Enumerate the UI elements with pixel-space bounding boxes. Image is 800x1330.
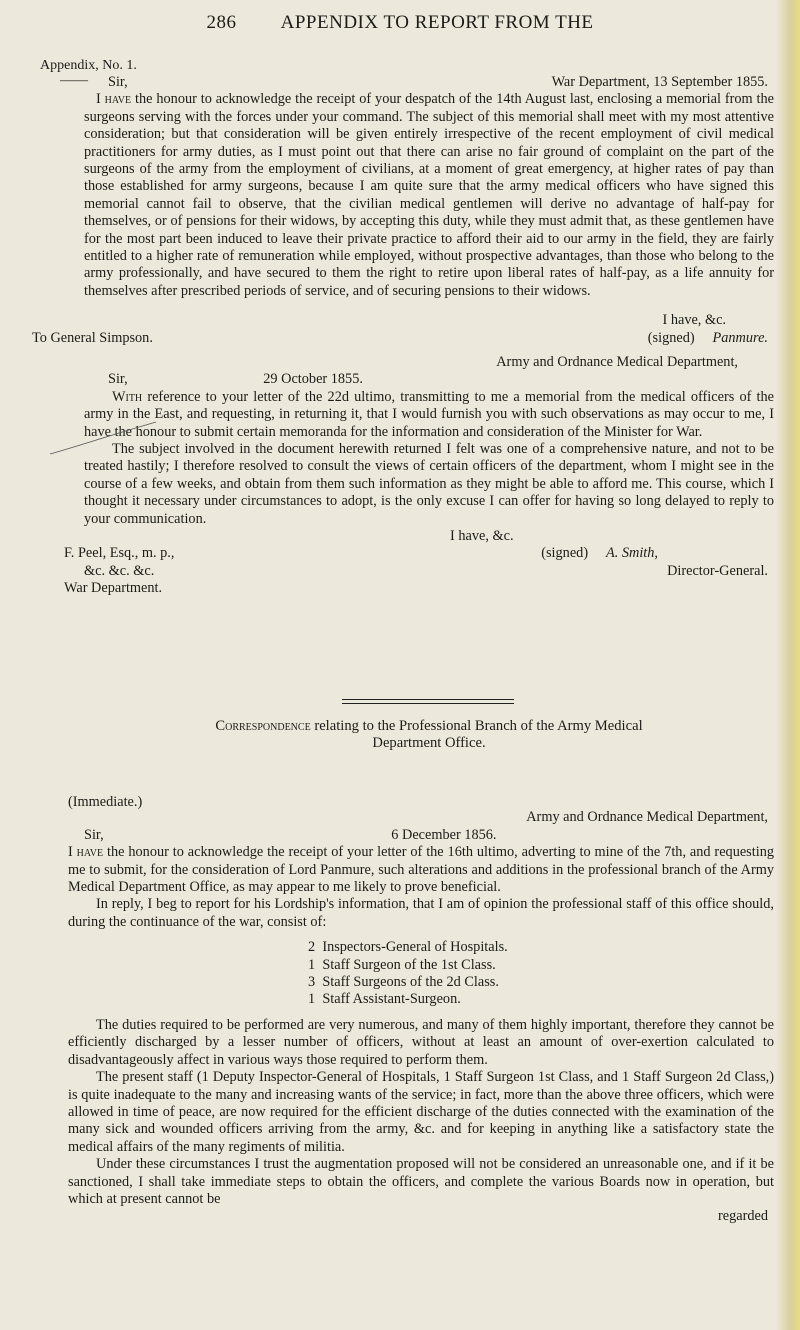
page-edge	[776, 0, 800, 1330]
priority-label: (Immediate.)	[68, 794, 143, 810]
letter-body: I have the honour to acknowledge the receipt of your despatch of the 14th August last, enclosing a memorial from the surgeons serving with the forces under your command. The subject of this memorial shall meet with my most attentive consideration; but that consideration will be given entirely irrespective of the recent employment of civil medical practitioners for army duties, as I must point out that there can arise no fair ground of complaint on the part of the surgeons of the army from the employment of civilians, at a moment of great emergency, at higher rates of pay than those established for army surgeons, because I am quite sure that the army medical officers who have signed this memorial cannot fail to observe, that the civilian medical gentlemen will derive no advantage of half-pay for themselves, or of pensions for their widows, by accepting this duty, while they must admit that, as these gentlemen have for the most part been induced to leave their private practice to afford their aid to our army in the field, they are fairly entitled to a higher rate of remuneration while employed, without prospective advantages, than those who belong to the army professionally, and have secured to them the right to retire upon liberal rates of half-pay, as a life annuity for themselves after prescribed periods of service, and of securing pensions to their widows.	[84, 91, 774, 299]
opening-word: With	[112, 388, 143, 405]
opening-word: I have	[96, 91, 132, 108]
date: 29 October 1855.	[263, 371, 363, 388]
paragraph: Under these circumstances I trust the augmentation proposed will not be considered an unreasonable one, and if it be sanctioned, I shall take immediate steps to obtain the officers, and complete the various Boards now in operation, but which at present cannot be	[68, 1156, 774, 1207]
dateline: War Department, 13 September 1855.	[551, 74, 768, 90]
salutation: Sir,	[84, 826, 104, 843]
signature-block: (signed) A. Smith,	[541, 545, 658, 562]
list-item: 3 Staff Surgeons of the 2d Class.	[308, 974, 499, 991]
paragraph: With reference to your letter of the 22d ultimo, transmitting to me a memorial from the medical officers of the army in the East, and requesting, in returning it, that I would furnish you with such observations as may occur to me, I have the honour to submit certain memoranda for the information and consideration of the Minister for War.	[84, 388, 774, 440]
margin-dash: ——	[60, 73, 88, 88]
paragraph: The subject involved in the document herewith returned I felt was one of a comprehensive nature, and not to be treated hastily; I therefore resolved to consult the views of certain officers of the department, whom I might see in the course of a few weeks, and obtain from them such information as they might be able to afford me. This course, which I thought it necessary under circumstances to adopt, is the only excuse I can offer for having so long delayed to reply to your communication.	[84, 441, 774, 527]
paragraph: In reply, I beg to report for his Lordship's information, that I am of opinion the professional staff of this office should, during the continuance of the war, consist of:	[68, 896, 774, 930]
staff-list	[308, 939, 774, 1009]
paragraph: The present staff (1 Deputy Inspector-General of Hospitals, 1 Staff Surgeon 1st Class, and 1 Staff Surgeon 2d Class,) is quite inadequate to the many and increasing wants of the service; in fact, more than the above three officers, which were allowed in time of peace, are now required for the efficient discharge of the duties connected with the examination of the many sick and wounded officers arriving from the army, &c. and for keeping in anything like a satisfactory state the medical affairs of the many regiments of militia.	[68, 1069, 774, 1155]
paragraph: The duties required to be performed are very numerous, and many of them highly important, therefore they cannot be efficiently discharged by a lesser number of officers, without at least an amount of over-exertion calculated to disadvantageously affect in various ways those required to perform them.	[68, 1016, 774, 1068]
salutation: Sir,	[108, 74, 128, 90]
opening-word: I have	[68, 844, 104, 861]
list-item: 1 Staff Assistant-Surgeon.	[308, 991, 461, 1008]
section-rule	[342, 699, 514, 704]
signature-block: (signed) Panmure.	[647, 329, 768, 346]
signature: Panmure.	[712, 329, 768, 346]
addressee-etc: &c. &c. &c.	[84, 562, 155, 579]
list-item: 2 Inspectors-General of Hospitals.	[308, 939, 508, 956]
list-item: 1 Staff Surgeon of the 1st Class.	[308, 956, 496, 973]
catchword: regarded	[717, 1208, 768, 1225]
page-number: 286	[206, 12, 237, 33]
running-title: APPENDIX TO REPORT FROM THE	[280, 12, 594, 33]
closing: I have, &c.	[662, 312, 726, 329]
addressee: F. Peel, Esq., m. p.,	[64, 545, 175, 562]
margin-scrawl	[48, 418, 158, 458]
office-line: Army and Ordnance Medical Department,	[526, 809, 768, 826]
closing: I have, &c.	[450, 528, 514, 545]
addressee-department: War Department.	[64, 580, 163, 597]
office-line: Army and Ordnance Medical Department,	[496, 354, 738, 370]
signature-title: Director-General.	[667, 562, 768, 579]
addressee: To General Simpson.	[32, 329, 153, 346]
signature: A. Smith,	[605, 545, 658, 562]
letter-1	[32, 74, 774, 347]
letter-2	[64, 354, 774, 598]
heading-lead: Correspondence	[215, 718, 311, 734]
date: 6 December 1856.	[391, 826, 497, 843]
section-heading: Correspondence relating to the Professional Branch of the Army Medical Department Office.	[215, 718, 643, 752]
letter-3	[68, 794, 774, 1226]
appendix-label: Appendix, No. 1.	[40, 58, 137, 73]
page-header	[0, 12, 800, 34]
salutation: Sir,	[108, 371, 128, 388]
paragraph: I have the honour to acknowledge the receipt of your letter of the 16th ultimo, adverting to mine of the 7th, and requesting me to submit, for the consideration of Lord Panmure, such alterations and additions in the professional branch of the Army Medical Department Office, as may appear to me likely to prove beneficial.	[68, 844, 774, 896]
